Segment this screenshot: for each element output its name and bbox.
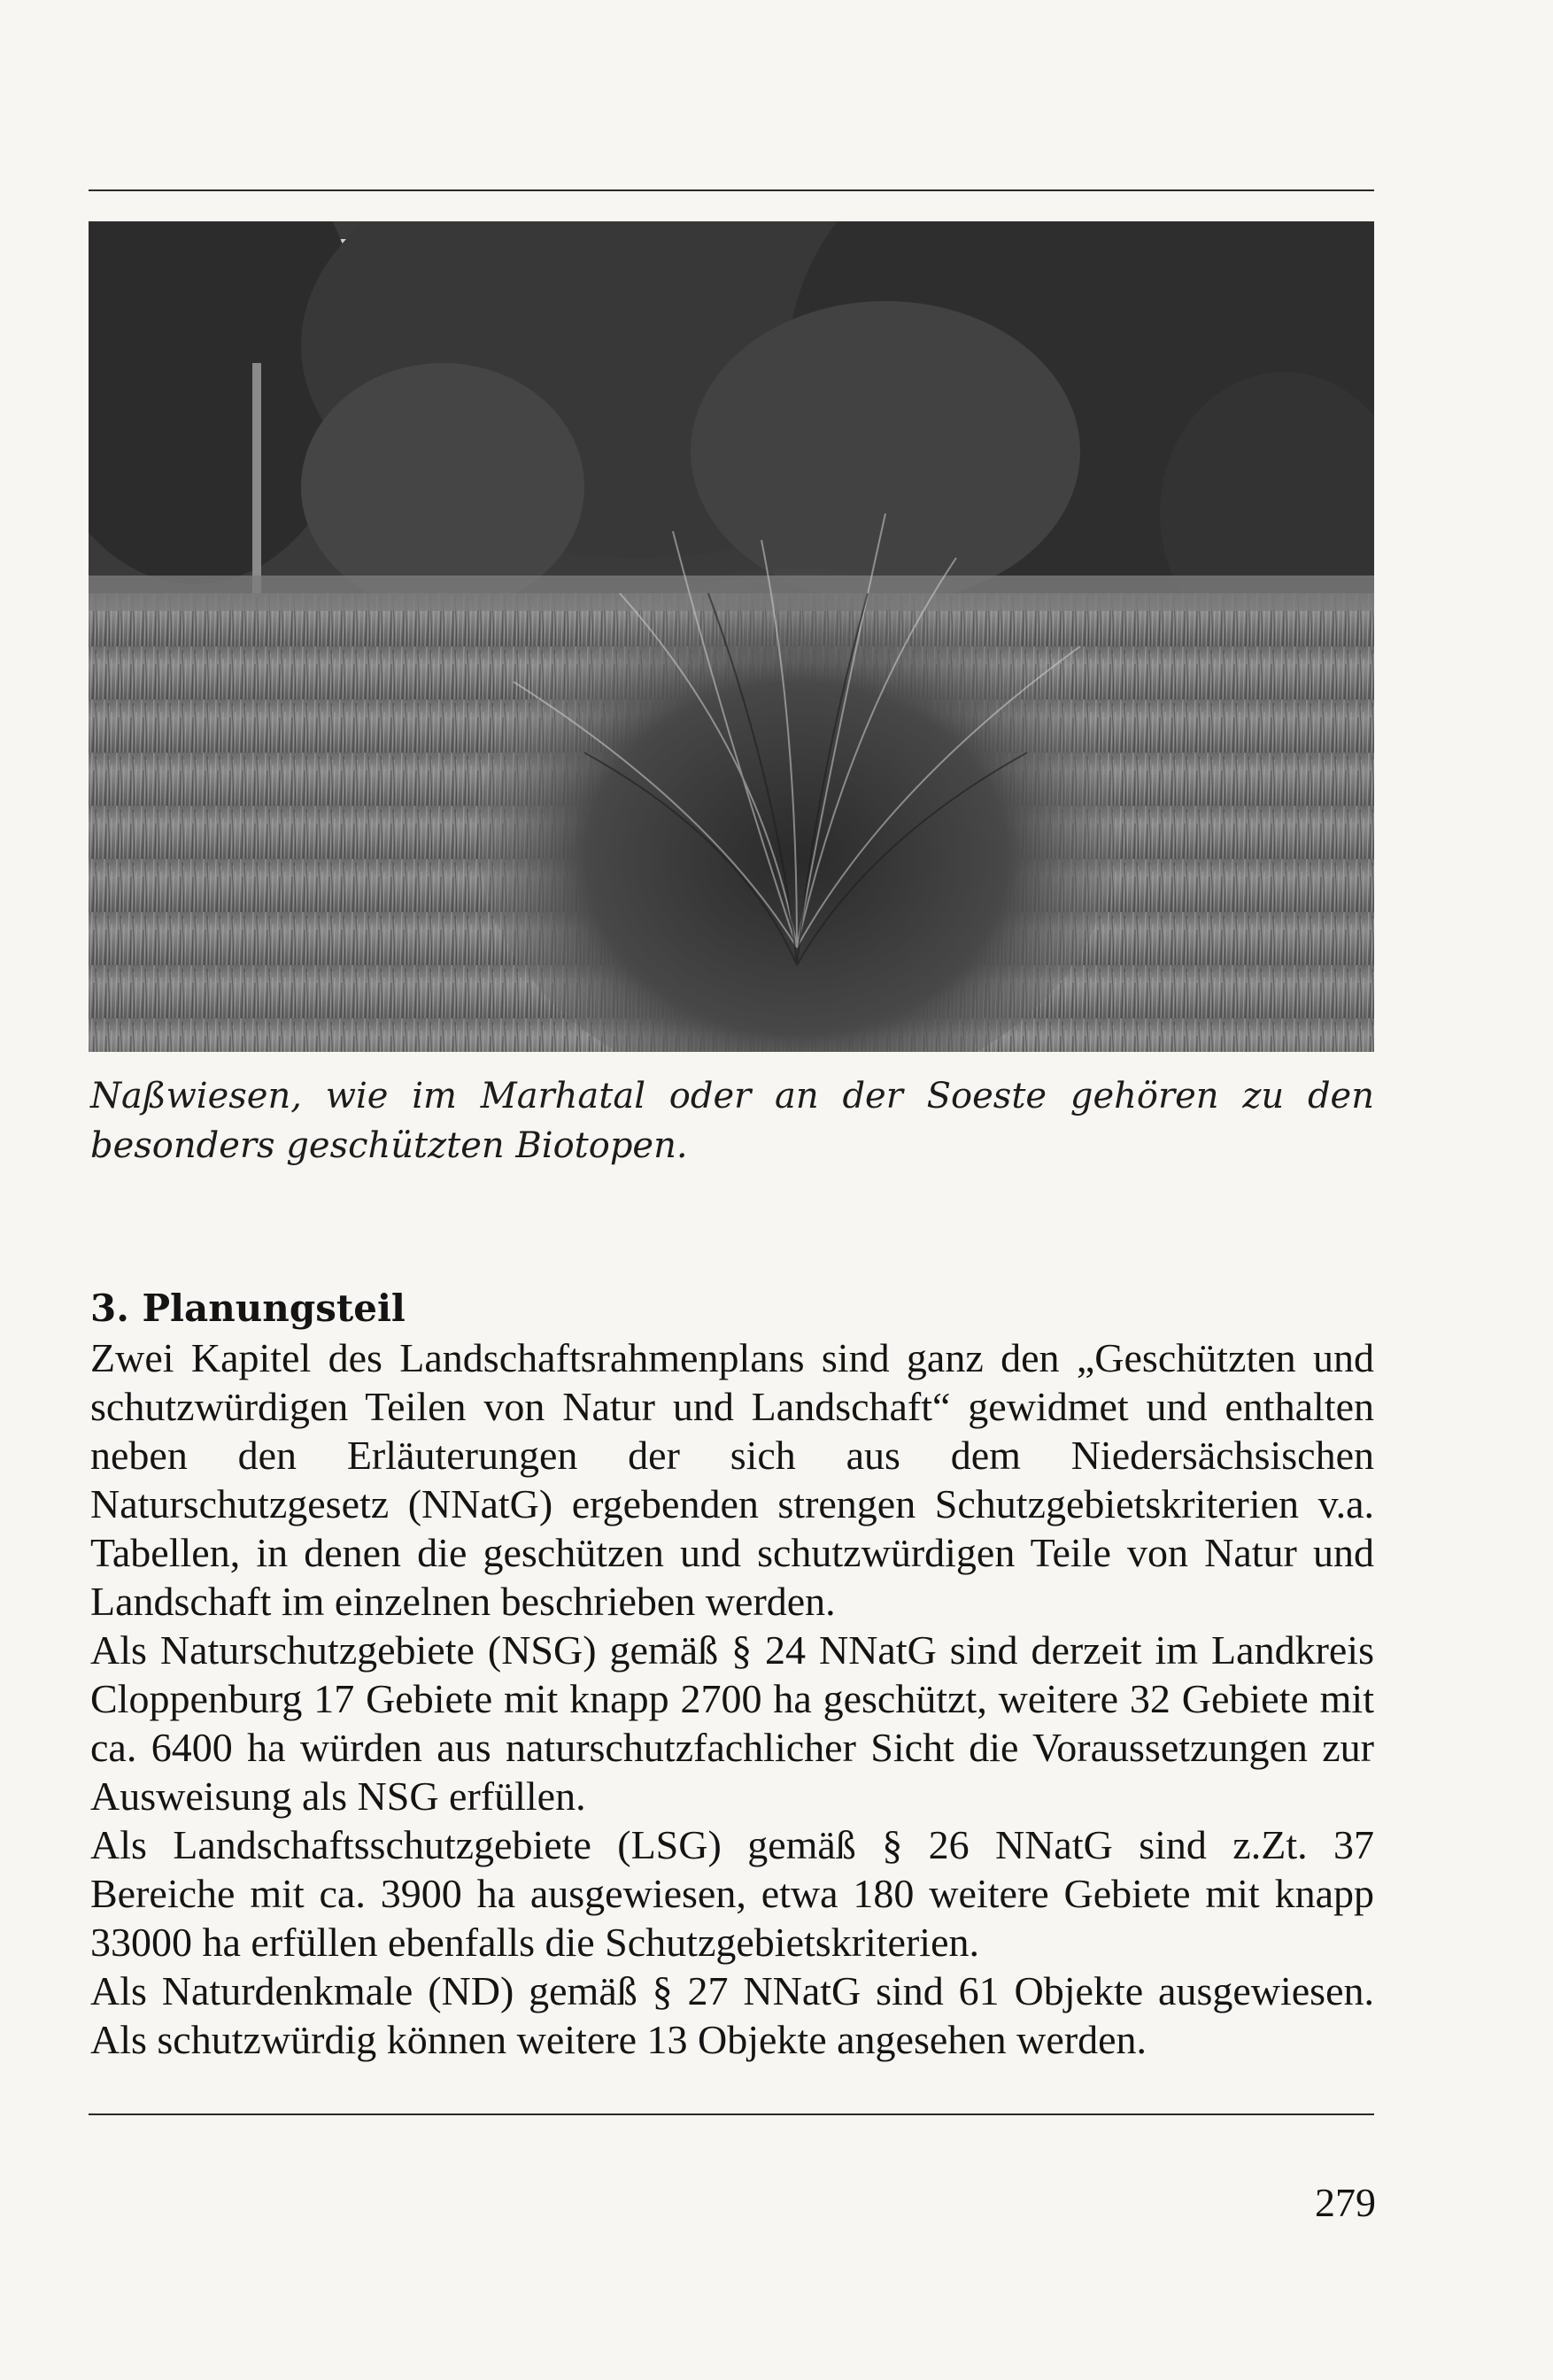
section-heading: 3. Planungsteil (90, 1287, 406, 1330)
paragraph-nd: Als Naturdenkmale (ND) gemäß § 27 NNatG sind 61 Objekte ausgewiesen. Als schutzwürdig können weitere 13 Objekte angesehen werden. (90, 1968, 1374, 2062)
meadow-photo (89, 221, 1374, 1052)
planning-section (90, 1284, 1374, 2064)
paragraph-chapters: Zwei Kapitel des Landschaftsrahmenplans sind ganz den „Geschützten und schutzwürdigen Teilen von Natur und Landschaft“ gewidmet und enthalten neben den Erläuterungen der sich aus dem Niedersächsischen Naturschutzgesetz (NNatG) ergebenden strengen Schutzgebietskriterien v.a. Tabellen, in denen die geschützen und schutzwürdigen Teile von Natur und Landschaft im einzelnen beschrieben werden. (90, 1335, 1374, 1624)
bottom-rule (89, 2113, 1374, 2115)
top-rule (89, 189, 1374, 191)
photo-caption: Naßwiesen, wie im Marhatal oder an der Soeste gehören zu den besonders geschützten Biotopen. (90, 1076, 1374, 1166)
paragraph-lsg: Als Landschaftsschutzgebiete (LSG) gemäß § 26 NNatG sind z.Zt. 37 Bereiche mit ca. 3900 ha ausgewiesen, etwa 180 weitere Gebiete mit knapp 33000 ha erfüllen ebenfalls die Schutzgebietskriterien. (90, 1822, 1374, 1965)
page-number: 279 (1315, 2180, 1376, 2225)
paragraph-nsg: Als Naturschutzgebiete (NSG) gemäß § 24 NNatG sind derzeit im Landkreis Cloppenburg 17 Gebiete mit knapp 2700 ha geschützt, weitere 32 Gebiete mit ca. 6400 ha würden aus naturschutzfachlicher Sicht die Voraussetzungen zur Ausweisung als NSG erfüllen. (90, 1627, 1374, 1819)
